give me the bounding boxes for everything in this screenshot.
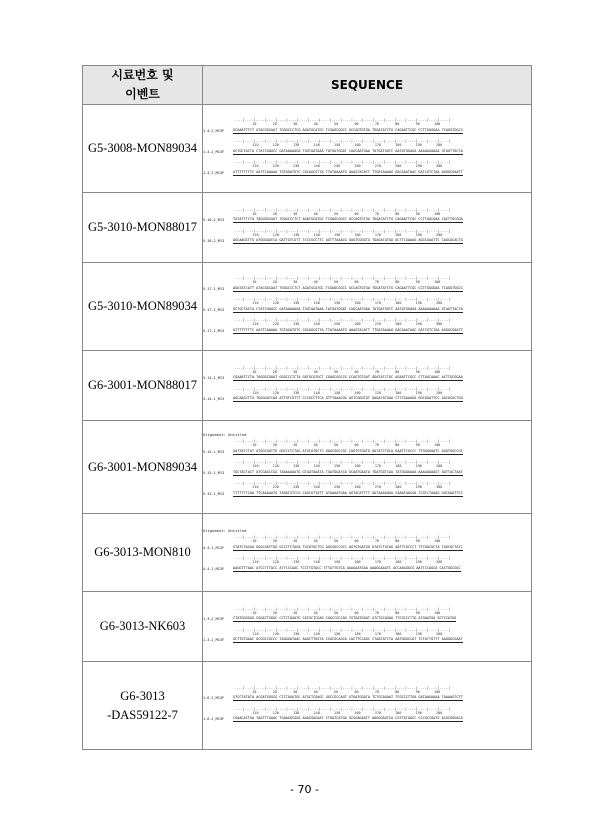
sequence-table: [82, 65, 532, 750]
table-row: [83, 193, 532, 263]
alignment-block: [203, 556, 531, 572]
ruler-ticks: ....|....|....|....|....|....|....|....|....|....|....|....|....|....|....|....|....|....|....|....|: [234, 627, 451, 632]
table-row: [83, 263, 532, 351]
table-row: [83, 421, 532, 514]
ruler-ticks: ....|....|....|....|....|....|....|....|....|....|....|....|....|....|....|....|....|....|....|....|: [234, 318, 451, 322]
sequence-line: [203, 148, 531, 155]
sequence-label: 5-15-1_M13: [203, 449, 225, 454]
sequence-line: [203, 695, 531, 702]
ruler-ticks: ....|....|....|....|....|....|....|....|....|....|....|....|....|....|....|....|....|....|....|....|: [234, 556, 451, 560]
sequence-line: [203, 327, 531, 334]
sequence-line: [203, 127, 531, 134]
sample-label: G6-3001-MON89034: [87, 459, 198, 474]
ruler-numbers: 10 20 30 40 50 60 70 80 90 100: [234, 280, 441, 284]
sequence-label: 5-16-2_M13: [203, 218, 225, 222]
alignment-block: [203, 460, 531, 476]
ruler-ticks: ....|....|....|....|....|....|....|....|....|....|....|....|....|....|....|....|....|....|....|....|: [234, 439, 451, 443]
sequence-label: 1-4-2_M13F: [203, 128, 225, 133]
sequence-text: TGCTACTACT ATCGAGCCGA TAAAAAGATG GTAATAAATA TGATGGATCA GCAATGAATA TGATGGTCAA TATGGAGAAA AAAGAAAAGT AGTTACTAAT: [233, 469, 463, 474]
sequence-text: GATTATCTAT ATGGCGATTG GGCCCTCTAG ATGCATGCTC GAGCGGCCGC CAGTGTGATG GATATCTGCA GAATTCGCCC TTGGGGAATC AGGTGGCCGC: [233, 448, 463, 453]
ruler-numbers: 110 120 130 140 150 160 170 180 190 200: [234, 710, 443, 715]
alignment-block: [203, 139, 531, 155]
sequence-text: AGCAAGCTTG TGGGGATCAG ATTGTCGTTT CCCGCCTTCA GTTTAAACGG AGTCGGGTGT GAGATATGAA CTTCGAAAGA GGCGAATTCC AGCACACTGG: [233, 396, 463, 400]
ruler-ticks: ....|....|....|....|....|....|....|....|....|....|....|....|....|....|....|....|....|....|....|....|: [234, 365, 451, 370]
sample-cell: [83, 592, 203, 662]
sequence-label: 5-16-2_M13: [203, 239, 225, 243]
sample-label: G6-3013-MON810: [94, 545, 191, 560]
sequence-line: [203, 306, 531, 313]
sequence-label: 3-14-1_M13: [203, 397, 225, 401]
sample-label: G5-3008-MON89034: [87, 141, 198, 156]
sample-label: G6-3001-MON88017: [87, 378, 198, 393]
table-row: [83, 351, 532, 421]
sequence-text: GCAAATTTCT ATACGGCAAT TGGGCCCTCG AGATGCATGC TCGAGCGGCC GCCAGTGTGA TGGATATCTG CAGAATTCGC CCTTGGGGAA TCAGGTGGCC: [233, 127, 463, 132]
sequence-text: AGATATCATT ATACGGCAAT TGGGCCCTCT AGATGCATGC TCGAGCGGCC GCCAGTGTGA TGGATATCTG CAGAATTCGC CCTTGGGGAA TCAGGTGGCC: [233, 285, 463, 290]
sequence-text: CTATGGGGGG CGGATTGGGC CCTCTAGATG CATGCTCGAG CGGCCGCCAG TGTGATGGAT ATCTGCAGAA TTCGCCCTTG ATGAATGA GCTCCATGA: [233, 616, 457, 620]
sequence-label: 5-17-1_M13: [203, 328, 225, 333]
sequence-label: 1-4-2_M13F: [203, 170, 225, 175]
ruler-ticks: ....|....|....|....|....|....|....|....|....|....|....|....|....|....|....|....|....|....|....|....|: [234, 139, 451, 143]
ruler-numbers: 210 220 230 240 250 260 270 280 290 300: [234, 485, 443, 489]
sequence-label: 5-15-1_M13: [203, 470, 225, 475]
ruler-ticks: ....|....|....|....|....|....|....|....|....|....|....|....|....|....|....|....|....|....|....|....|: [234, 535, 451, 539]
ruler-numbers: 10 20 30 40 50 60 70 80 90 100: [234, 443, 441, 447]
sample-cell: [83, 263, 203, 351]
sequence-text: AAGGTTTAAC ATCCTTTACC ATTCCCAAC TCCTTGTACC TTTATTGTCA AAAGAATGAA AAAGGAAGTC ACCAAGGGCG AATTCCAGCA CACTGGCGGC: [233, 565, 461, 570]
ruler-numbers: 110 120 130 140 150 160 170 180 190 200: [234, 390, 443, 395]
sequence-cell: [203, 592, 532, 662]
sequence-cell: [203, 193, 532, 263]
ruler-ticks: ....|....|....|....|....|....|....|....|....|....|....|....|....|....|....|....|....|....|....|....|: [234, 297, 451, 301]
ruler-ticks: ....|....|....|....|....|....|....|....|....|....|....|....|....|....|....|....|....|....|....|....|: [234, 460, 451, 464]
ruler-numbers: 210 220 230 240 250 260 270 280 290 300: [234, 164, 443, 168]
sequence-cell: [203, 263, 532, 351]
sequence-text: TTTTTTTCAA TTCAAAAATG TAGATGTCCG CAGCGTTATT ATAAAATGAA AGTACATTTT GATAAAAGGA CAAATAACGA TCGTCTAAAG GGCGAATTCC: [233, 490, 463, 495]
sample-cell: [83, 351, 203, 421]
ruler-numbers: 10 20 30 40 50 60 70 80 90 100: [234, 689, 441, 694]
table-row: [83, 592, 532, 662]
sample-cell: [83, 421, 203, 514]
page-number: - 70 -: [290, 783, 319, 796]
alignment-block: [203, 535, 531, 551]
alignment-block: [203, 439, 531, 455]
header-sequence-cell: [203, 66, 532, 105]
ruler-numbers: 110 120 130 140 150 160 170 180 190 200: [234, 560, 443, 564]
sequence-text: TATATTTCTA TAGGGGCAAT TGGGCCCTCT AGATGCATGC TCGAGCGGCC GCCAGTGTGA TGGATATCTG CAGAATTCGC CCTTAGCAAA CACTTGCGGA: [233, 217, 463, 221]
alignment-block: [203, 297, 531, 313]
ruler-numbers: 10 20 30 40 50 60 70 80 90 100: [234, 610, 441, 615]
ruler-ticks: ....|....|....|....|....|....|....|....|....|....|....|....|....|....|....|....|....|....|....|....|: [234, 706, 451, 711]
ruler-numbers: 10 20 30 40 50 60 70 80 90 100: [234, 369, 441, 374]
sequence-line: [203, 238, 531, 245]
sequence-text: GCTGCTACTA CTATCGAGCC GATAAAAAGA TGGTAATAAA TATGATGGAT CAGCAATGAA TATGATGGTC AATATGGAGA AAAAAGAAAA GTAGTTACTA: [233, 306, 463, 311]
sample-cell: [83, 105, 203, 193]
sequence-label: 1-6-2_M13F: [203, 696, 225, 700]
sequence-label: 3-14-1_M13: [203, 376, 225, 380]
sequence-line: [203, 490, 531, 497]
sequence-text: AGCAAGCTTG ATGGGGATCA GATTGTCGTT TCCCGCCTTC AGTTTAAACG GAGTCGGGTG TGAGATATGA ACTTCGAAAG AGGCGAATTC CAGCACACTG: [233, 238, 463, 242]
ruler-ticks: ....|....|....|....|....|....|....|....|....|....|....|....|....|....|....|....|....|....|....|....|: [234, 276, 451, 280]
sequence-line: [203, 616, 531, 623]
sequence-cell: [203, 421, 532, 514]
sequence-label: 1-3-2_M13F: [203, 638, 225, 642]
sequence-text: GCTTGTGAAC GCGGCCGCCC TAGGGATAAC AAGCTTGGTA CCACGCAGCA CACTTCCAGC CTAATATCTA AATGGGCCAT TCTATTGTTT AAGGGCGAAT: [233, 637, 463, 641]
table-row: [83, 514, 532, 592]
sequence-line: [203, 448, 531, 455]
sample-cell: [83, 514, 203, 592]
sequence-line: [203, 375, 531, 382]
sequence-text: CGAAATTCTA TAGGGCGAAT GGGCCCTCTA GATGCATGCT CGAGCGGCCG CCAGTGTGAT GGATATCTGC AGAATTCGCC CTTAGCAAAC ACTTGCGGAA: [233, 375, 463, 379]
sequence-line: [203, 469, 531, 476]
sequence-line: [203, 716, 531, 723]
sequence-line: [203, 169, 531, 176]
sequence-line: [203, 285, 531, 292]
alignment-block: [203, 707, 531, 723]
ruler-ticks: ....|....|....|....|....|....|....|....|....|....|....|....|....|....|....|....|....|....|....|....|: [234, 228, 451, 233]
header-sample-label: 시료번호 및 이벤트: [111, 68, 174, 101]
sequence-label: 4-4-1_M13F: [203, 566, 225, 571]
sample-label: G6-3013 -DAS59122-7: [107, 688, 178, 722]
sequence-text: ATTTTTTTTC AATTCAAAAA TGTAGATGTC CGCAGCGTTA TTATAAAATG AAAGTACATT TTGATAAAAG GACAAATAAC GATCGTCTAA AGGGCGAATT: [233, 327, 463, 332]
ruler-numbers: 110 120 130 140 150 160 170 180 190 200: [234, 631, 443, 636]
header-sequence-label: SEQUENCE: [330, 78, 404, 92]
header-row: [83, 66, 532, 105]
sequence-line: [203, 544, 531, 551]
sequence-text: ATTTTTTTTC AATTCAAAAA TGTAGATGTC CGCAGCGTTA TTATAAAATG AAAGTACATT TTGATAAAAG GACAAATAAC GATCGTCTAA AGGGCGAATT: [233, 169, 463, 174]
alignment-block: [203, 276, 531, 292]
sequence-text: CGAACACTGA TAGTTTAAAC TGAAGGCGGG AAACGACAAT CTGATCATGA GCGGAGAATT AAGGGAGTCA CGTTATGACC CCCGCCGATG ACGCGGGACA: [233, 716, 463, 720]
header-sample-cell: [83, 66, 203, 105]
alignment-block: [203, 366, 531, 382]
sample-label: G5-3010-MON89034: [87, 299, 198, 314]
sequence-text: GCTGCTACTA CTATCGAGCC GATAAAAAGA TGGTAATAAA TATGATGGAT CAGCAATGAA TATGATGGTC AATATGGAGA AAAAAGAAAA GTAGTTACTA: [233, 148, 463, 153]
ruler-numbers: 110 120 130 140 150 160 170 180 190 200: [234, 143, 443, 147]
ruler-numbers: 10 20 30 40 50 60 70 80 90 100: [234, 122, 441, 126]
table-row: [83, 105, 532, 193]
alignment-block: [203, 387, 531, 403]
ruler-numbers: 110 120 130 140 150 160 170 180 190 200: [234, 301, 443, 305]
alignment-block: [203, 160, 531, 176]
sample-cell: [83, 193, 203, 263]
ruler-numbers: 10 20 30 40 50 60 70 80 90 100: [234, 539, 441, 543]
ruler-ticks: ....|....|....|....|....|....|....|....|....|....|....|....|....|....|....|....|....|....|....|....|: [234, 207, 451, 212]
sequence-label: 1-4-2_M13F: [203, 149, 225, 154]
sequence-cell: [203, 351, 532, 421]
ruler-ticks: ....|....|....|....|....|....|....|....|....|....|....|....|....|....|....|....|....|....|....|....|: [234, 685, 451, 690]
sequence-label: 5-15-1_M13: [203, 491, 225, 496]
alignment-title: Alignment: Untitled: [203, 528, 247, 533]
sequence-text: GTCCTATATA ACGATGGGCG CTCTAGATGC ATGCTCGAGC GGCCGCCAGT GTGATGGATA TCTGCAGAAT TCGCCCTTGA GATAAGAAAA TAAAAGTCTT: [233, 695, 463, 699]
sequence-label: 4-4-1_M13F: [203, 545, 225, 550]
ruler-numbers: 110 120 130 140 150 160 170 180 190 200: [234, 232, 443, 237]
ruler-numbers: 210 220 230 240 250 260 270 280 290 300: [234, 322, 443, 326]
sequence-line: [203, 565, 531, 572]
sequence-line: [203, 396, 531, 403]
alignment-block: [203, 318, 531, 334]
ruler-ticks: ....|....|....|....|....|....|....|....|....|....|....|....|....|....|....|....|....|....|....|....|: [234, 481, 451, 485]
ruler-ticks: ....|....|....|....|....|....|....|....|....|....|....|....|....|....|....|....|....|....|....|....|: [234, 386, 451, 391]
sequence-cell: [203, 105, 532, 193]
alignment-block: [203, 118, 531, 134]
ruler-ticks: ....|....|....|....|....|....|....|....|....|....|....|....|....|....|....|....|....|....|....|....|: [234, 118, 451, 122]
ruler-numbers: 10 20 30 40 50 60 70 80 90 100: [234, 211, 441, 216]
sequence-cell: [203, 514, 532, 592]
sequence-line: [203, 637, 531, 644]
alignment-block: [203, 229, 531, 245]
sequence-label: 5-17-1_M13: [203, 307, 225, 312]
alignment-block: [203, 686, 531, 702]
alignment-block: [203, 208, 531, 224]
alignment-title: Alignment: Untitled: [203, 432, 247, 437]
sequence-label: 1-3-2_M13F: [203, 617, 225, 621]
sample-label: G6-3013-NK603: [99, 619, 186, 634]
sample-cell: [83, 662, 203, 750]
ruler-numbers: 110 120 130 140 150 160 170 180 190 200: [234, 464, 443, 468]
sequence-text: GTATCTACAG GGGCGATTGG GCCCTCTAGA TGCATGCTCG AGCGGCCGCC AGTGTGATGG ATATCTGCAG AATTCGCCCT TTCGACGCTA TAGCGCTATC: [233, 544, 463, 549]
sequence-label: 5-17-1_M13: [203, 286, 225, 291]
sequence-label: 1-6-2_M13F: [203, 717, 225, 721]
table-row: [83, 662, 532, 750]
sequence-line: [203, 217, 531, 224]
alignment-block: [203, 628, 531, 644]
alignment-block: [203, 607, 531, 623]
alignment-block: [203, 481, 531, 497]
ruler-ticks: ....|....|....|....|....|....|....|....|....|....|....|....|....|....|....|....|....|....|....|....|: [234, 606, 451, 611]
sequence-cell: [203, 662, 532, 750]
sample-label: G5-3010-MON88017: [87, 220, 198, 235]
ruler-ticks: ....|....|....|....|....|....|....|....|....|....|....|....|....|....|....|....|....|....|....|....|: [234, 160, 451, 164]
